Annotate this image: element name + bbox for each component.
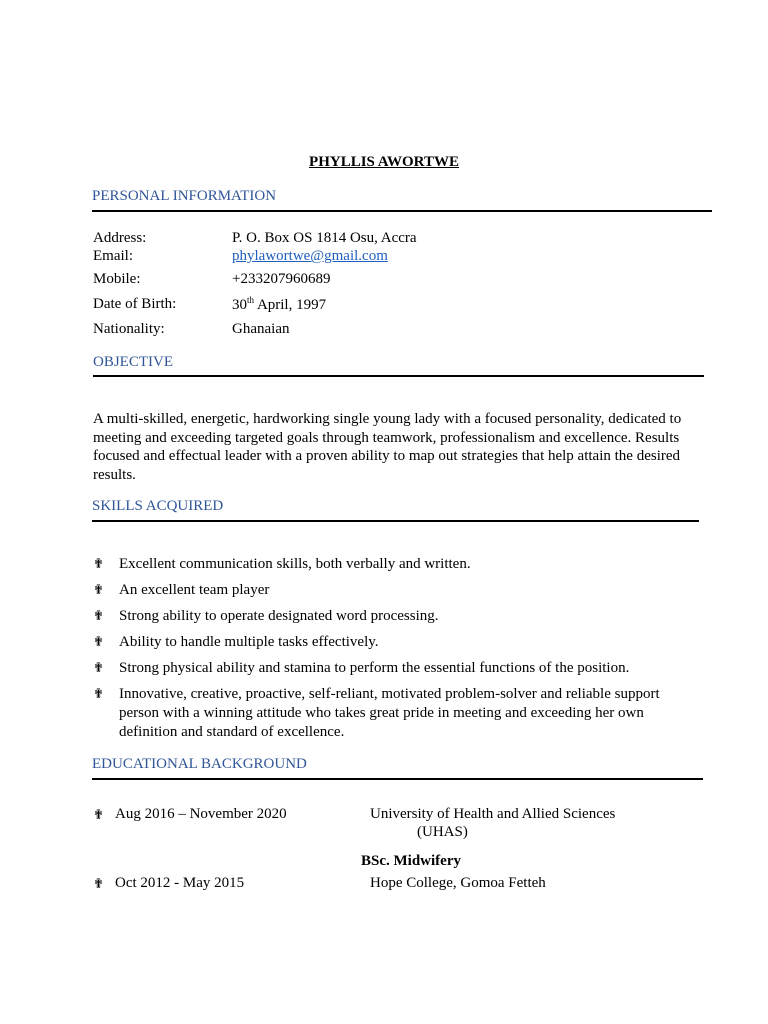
section-heading-objective: OBJECTIVE — [93, 354, 173, 370]
section-divider — [92, 520, 699, 522]
email-label: Email: — [93, 248, 133, 264]
dob-value — [232, 295, 326, 314]
candidate-name: PHYLLIS AWORTWE — [309, 154, 459, 170]
mobile-value: +233207960689 — [232, 271, 331, 287]
cross-bullet-icon: ✟ — [93, 608, 104, 623]
section-divider — [92, 210, 712, 212]
dob-month-year: April, 1997 — [254, 297, 327, 313]
section-heading-personal: PERSONAL INFORMATION — [92, 188, 277, 204]
section-heading-skills: SKILLS ACQUIRED — [92, 498, 224, 514]
section-divider — [92, 778, 703, 780]
nationality-value: Ghanaian — [232, 321, 290, 337]
skill-item: Strong physical ability and stamina to perform the essential functions of the position. — [119, 660, 630, 676]
section-heading-education: EDUCATIONAL BACKGROUND — [92, 756, 307, 772]
cross-bullet-icon: ✟ — [93, 876, 104, 891]
skill-item: Strong ability to operate designated word processing. — [119, 608, 439, 624]
education-qualification: BSc. Midwifery — [361, 853, 461, 869]
dob-day: 30 — [232, 297, 247, 313]
dob-label: Date of Birth: — [93, 296, 177, 312]
address-value: P. O. Box OS 1814 Osu, Accra — [232, 230, 417, 246]
nationality-label: Nationality: — [93, 321, 165, 337]
cross-bullet-icon: ✟ — [93, 634, 104, 649]
skill-item: An excellent team player — [119, 582, 270, 598]
skill-item: Innovative, creative, proactive, self-reliant, motivated problem-solver and reliable support person with a winning attitude who takes great pride in meeting and exceeding her own definition and standard of excellence. — [119, 686, 660, 740]
mobile-label: Mobile: — [93, 271, 141, 287]
address-label: Address: — [93, 230, 147, 246]
skill-item: Excellent communication skills, both verbally and written. — [119, 556, 471, 572]
cross-bullet-icon: ✟ — [93, 807, 104, 822]
objective-text: A multi-skilled, energetic, hardworking single young lady with a focused personality, dedicated to meeting and exceeding targeted goals through teamwork, professionalism and excellence. Results focused and effectual leader with a proven ability to map out strategies that help attain the desired results. — [93, 411, 682, 483]
cross-bullet-icon: ✟ — [93, 556, 104, 571]
education-period: Aug 2016 – November 2020 — [115, 806, 287, 822]
email-link[interactable]: phylawortwe@gmail.com — [232, 248, 388, 264]
cross-bullet-icon: ✟ — [93, 686, 104, 701]
dob-suffix: th — [247, 295, 255, 305]
education-institution: Hope College, Gomoa Fetteh — [370, 875, 546, 891]
skill-item: Ability to handle multiple tasks effectively. — [119, 634, 379, 650]
education-institution: University of Health and Allied Sciences — [370, 806, 616, 822]
education-period: Oct 2012 - May 2015 — [115, 875, 245, 891]
section-divider — [93, 375, 704, 377]
cross-bullet-icon: ✟ — [93, 660, 104, 675]
education-institution-abbr: (UHAS) — [417, 824, 468, 840]
cross-bullet-icon: ✟ — [93, 582, 104, 597]
